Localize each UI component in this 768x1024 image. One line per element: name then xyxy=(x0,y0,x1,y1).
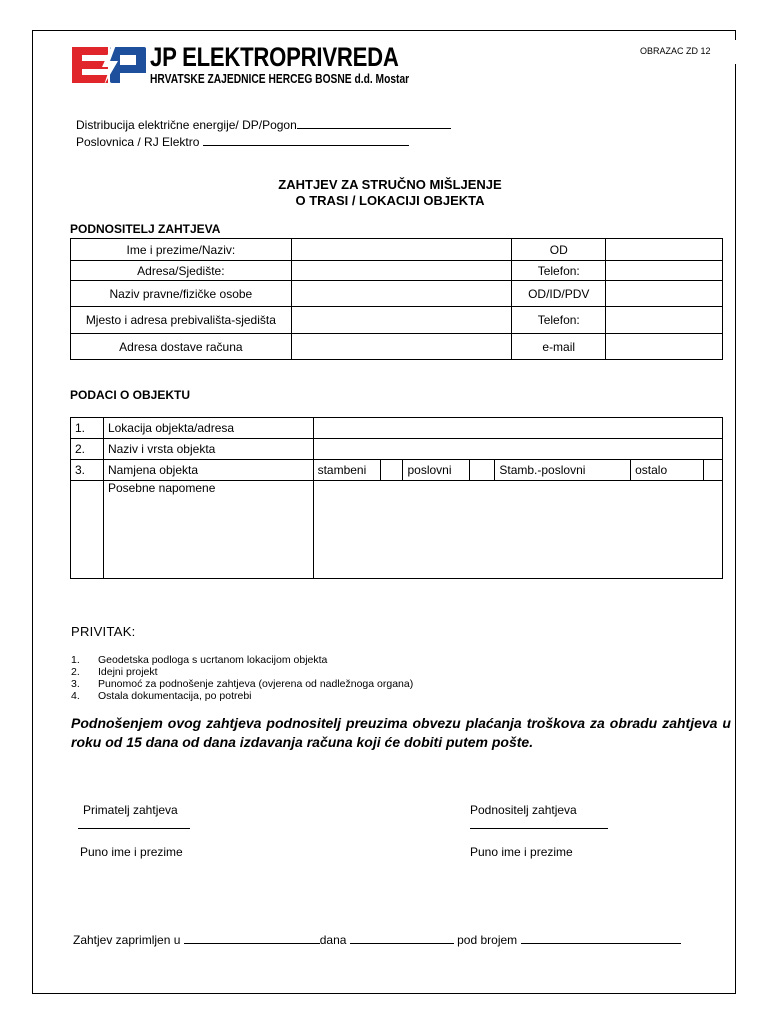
applicant-value[interactable] xyxy=(291,261,512,281)
applicant-signature-line[interactable] xyxy=(470,828,608,829)
purpose-checkbox[interactable] xyxy=(380,460,403,481)
purpose-option-label: stambeni xyxy=(313,460,380,481)
applicant-value2[interactable] xyxy=(606,261,723,281)
applicant-fullname-label: Puno ime i prezime xyxy=(470,845,573,859)
object-heading: PODACI O OBJEKTU xyxy=(70,388,191,402)
object-value[interactable] xyxy=(313,439,722,460)
list-item: 2. Idejni projekt xyxy=(71,666,158,678)
payment-notice: Podnošenjem ovog zahtjeva podnositelj preuzima obvezu plaćanja troškova za obradu zahtjeva u roku od 15 dana od dana izdavanja računa koji će dobiti putem pošte. xyxy=(71,715,731,750)
branch-line xyxy=(76,134,409,149)
applicant-value[interactable] xyxy=(291,239,512,261)
logo-e-block xyxy=(72,47,108,83)
list-item: 1. Geodetska podloga s ucrtanom lokacijom objekta xyxy=(71,654,328,666)
notes-value[interactable] xyxy=(313,481,722,579)
applicant-label2: Telefon: xyxy=(512,307,606,334)
object-label: Naziv i vrsta objekta xyxy=(103,439,313,460)
purpose-option-label: poslovni xyxy=(403,460,470,481)
applicant-label2: Telefon: xyxy=(512,261,606,281)
applicant-value2[interactable] xyxy=(606,334,723,360)
purpose-checkbox[interactable] xyxy=(704,460,723,481)
date-field[interactable] xyxy=(350,932,454,944)
object-num: 3. xyxy=(71,460,104,481)
applicant-value[interactable] xyxy=(291,334,512,360)
branch-field[interactable] xyxy=(203,134,409,146)
receiver-signature-line[interactable] xyxy=(78,828,190,829)
attachments-heading: PRIVITAK: xyxy=(71,624,136,639)
applicant-label: Adresa dostave računa xyxy=(71,334,292,360)
object-value[interactable] xyxy=(313,418,722,439)
branch-label: Poslovnica / RJ Elektro xyxy=(76,135,200,149)
object-table xyxy=(70,417,723,579)
applicant-label2: OD xyxy=(512,239,606,261)
received-line xyxy=(73,932,681,947)
applicant-heading: PODNOSITELJ ZAHTJEVA xyxy=(70,222,221,236)
distribution-line xyxy=(76,117,451,132)
applicant-value[interactable] xyxy=(291,281,512,307)
applicant-sign-label: Podnositelj zahtjeva xyxy=(470,803,577,817)
notes-label: Posebne napomene xyxy=(103,481,313,579)
distribution-label: Distribucija električne energije/ DP/Pogon xyxy=(76,118,297,132)
applicant-label: Mjesto i adresa prebivališta-sjedišta xyxy=(71,307,292,334)
object-row xyxy=(71,418,723,439)
applicant-value[interactable] xyxy=(291,307,512,334)
applicant-row xyxy=(71,261,723,281)
applicant-row xyxy=(71,239,723,261)
received-field[interactable] xyxy=(184,932,320,944)
date-label: dana xyxy=(319,933,347,947)
frame-gap xyxy=(733,40,739,64)
applicant-label2: OD/ID/PDV xyxy=(512,281,606,307)
list-item: 4. Ostala dokumentacija, po potrebi xyxy=(71,690,252,702)
purpose-option-label: ostalo xyxy=(631,460,704,481)
form-title-line2: O TRASI / LOKACIJI OBJEKTA xyxy=(295,193,485,208)
object-row xyxy=(71,439,723,460)
applicant-value2[interactable] xyxy=(606,281,723,307)
applicant-row xyxy=(71,281,723,307)
object-num: 1. xyxy=(71,418,104,439)
object-label: Namjena objekta xyxy=(103,460,313,481)
object-label: Lokacija objekta/adresa xyxy=(103,418,313,439)
applicant-value2[interactable] xyxy=(606,307,723,334)
attachments-list xyxy=(71,654,413,702)
form-title-line1: ZAHTJEV ZA STRUČNO MIŠLJENJE xyxy=(278,177,502,192)
applicant-label2: e-mail xyxy=(512,334,606,360)
object-row xyxy=(71,481,723,579)
applicant-table xyxy=(70,238,723,360)
form-code: OBRAZAC ZD 12 xyxy=(640,46,711,56)
applicant-label: Adresa/Sjedište: xyxy=(71,261,292,281)
applicant-row xyxy=(71,307,723,334)
distribution-field[interactable] xyxy=(297,117,451,129)
object-num: 2. xyxy=(71,439,104,460)
purpose-option-label: Stamb.-poslovni xyxy=(495,460,631,481)
purpose-checkbox[interactable] xyxy=(470,460,495,481)
number-field[interactable] xyxy=(521,932,681,944)
object-row xyxy=(71,460,723,481)
received-label: Zahtjev zaprimljen u xyxy=(73,933,181,947)
company-logo xyxy=(72,45,148,85)
applicant-label: Ime i prezime/Naziv: xyxy=(71,239,292,261)
receiver-label: Primatelj zahtjeva xyxy=(83,803,178,817)
list-item: 3. Punomoć za podnošenje zahtjeva (ovjerena od nadležnoga organa) xyxy=(71,678,414,690)
company-name: JP ELEKTROPRIVREDA xyxy=(150,42,399,72)
company-subtitle: HRVATSKE ZAJEDNICE HERCEG BOSNE d.d. Mostar xyxy=(150,72,410,86)
number-label: pod brojem xyxy=(457,933,518,947)
applicant-value2[interactable] xyxy=(606,239,723,261)
receiver-fullname-label: Puno ime i prezime xyxy=(80,845,183,859)
applicant-label: Naziv pravne/fizičke osobe xyxy=(71,281,292,307)
object-num xyxy=(71,481,104,579)
applicant-row xyxy=(71,334,723,360)
